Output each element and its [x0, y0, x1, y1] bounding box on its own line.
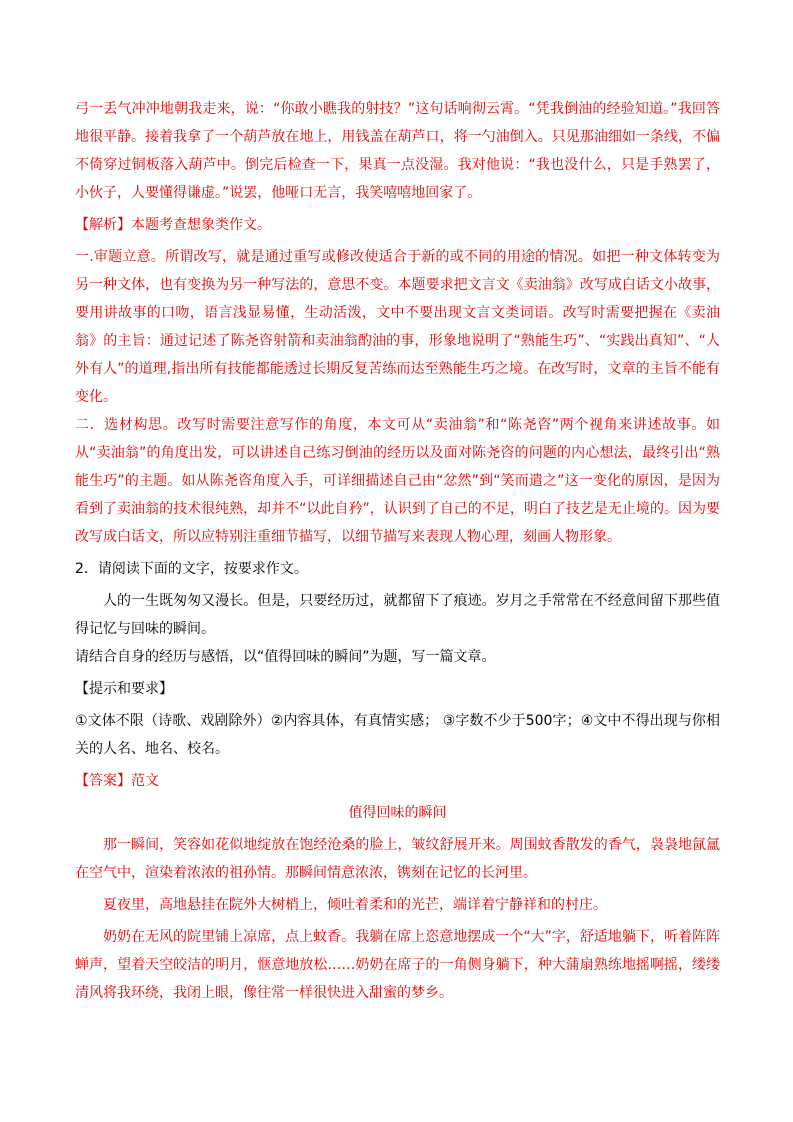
answer-heading — [75, 767, 720, 795]
analysis-label: 【解析】 — [75, 217, 131, 233]
answer-label-tail: 范文 — [131, 773, 159, 789]
essay-paragraph-2: 夏夜里，高地悬挂在院外大树梢上，倾吐着柔和的光芒，端详着宁静祥和的村庄。 — [103, 897, 607, 913]
answer-label: 【答案】 — [75, 773, 131, 789]
requirements-list: ①文体不限（诗歌、戏剧除外）②内容具体，有真情实感； ③字数不少于500字；④文中不得出现与你相关的人名、地名、校名。 — [75, 713, 720, 757]
analysis-point-2: 二．选材构思。改写时需要注意写作的角度，本文可从“卖油翁”和“陈尧咨”两个视角来讲述故事。如从“卖油翁”的角度出发，可以讲述自己练习倒油的经历以及面对陈尧咨的问题的内心想法，最终引出“熟能生巧”的主题。如从陈尧咨角度入手，可详细描述自己由“忿然”到“笑而遣之”这一变化的原因，是因为看到了卖油翁的技术很纯熟，却并不“以此自矜”，认识到了自己的不足，明白了技艺是无止境的。因为要改写成白话文，所以应特别注重细节描写，以细节描写来表现人物心理，刻画人物形象。 — [75, 417, 720, 545]
essay-paragraph-1: 那一瞬间，笑容如花似地绽放在饱经沧桑的脸上，皱纹舒展开来。周围蚊香散发的香气，袅袅地氤氲在空气中，渲染着浓浓的祖孙情。那瞬间情意浓浓，镌刻在记忆的长河里。 — [75, 837, 720, 881]
story-ending-paragraph: 弓一丢气冲冲地朝我走来，说：“你敢小瞧我的射技？”这句话响彻云霄。“凭我倒油的经验知道。”我回答地很平静。接着我拿了一个葫芦放在地上，用钱盖在葫芦口，将一勺油倒入。只见那油细如一条线，不偏不倚穿过铜板落入葫芦中。倒完后检查一下，果真一点没湿。我对他说：“我也没什么，只是手熟罢了，小伙子，人要懂得谦虚。”说罢，他哑口无言，我笑嘻嘻地回家了。 — [75, 101, 720, 201]
analysis-intro: 本题考查想象类作文。 — [131, 217, 271, 233]
analysis-point-1: 一.审题立意。所谓改写，就是通过重写或修改使适合于新的或不同的用途的情况。如把一种文体转变为另一种文体，也有变换为另一种写法的，意思不变。本题要求把文言文《卖油翁》改写成白话文小故事，要用讲故事的口吻，语言浅显易懂，生动活泼，文中不要出现文言文类词语。改写时需要把握在《卖油翁》的主旨：通过记述了陈尧咨射箭和卖油翁酌油的事，形象地说明了“熟能生巧”、“实践出真知”、“人外有人”的道理,指出所有技能都能透过长期反复苦练而达至熟能生巧之境。在改写时，文章的主旨不能有变化。 — [75, 249, 720, 405]
essay-paragraph-3: 奶奶在无风的院里铺上凉席，点上蚊香。我躺在席上恣意地摆成一个“大”字，舒适地躺下，听着阵阵蝉声，望着天空皎洁的明月，惬意地放松……奶奶在席子的一角侧身躺下，种大蒲扇熟练地摇啊摇，缕缕清风将我环绕，我闭上眼，像往常一样很快进入甜蜜的梦乡。 — [75, 929, 720, 1001]
question-2-stem: 2．请阅读下面的文字，按要求作文。 — [75, 561, 308, 577]
document-page — [75, 95, 720, 1007]
question-2-material: 人的一生既匆匆又漫长。但是，只要经历过，就都留下了痕迹。岁月之手常常在不经意间留下那些值得记忆与回味的瞬间。 — [75, 593, 720, 637]
analysis-heading — [75, 211, 720, 239]
essay-title: 值得回味的瞬间 — [348, 805, 447, 821]
requirements-label: 【提示和要求】 — [75, 681, 173, 697]
question-2-task: 请结合自身的经历与感悟，以“值得回味的瞬间”为题，写一篇文章。 — [75, 649, 496, 665]
